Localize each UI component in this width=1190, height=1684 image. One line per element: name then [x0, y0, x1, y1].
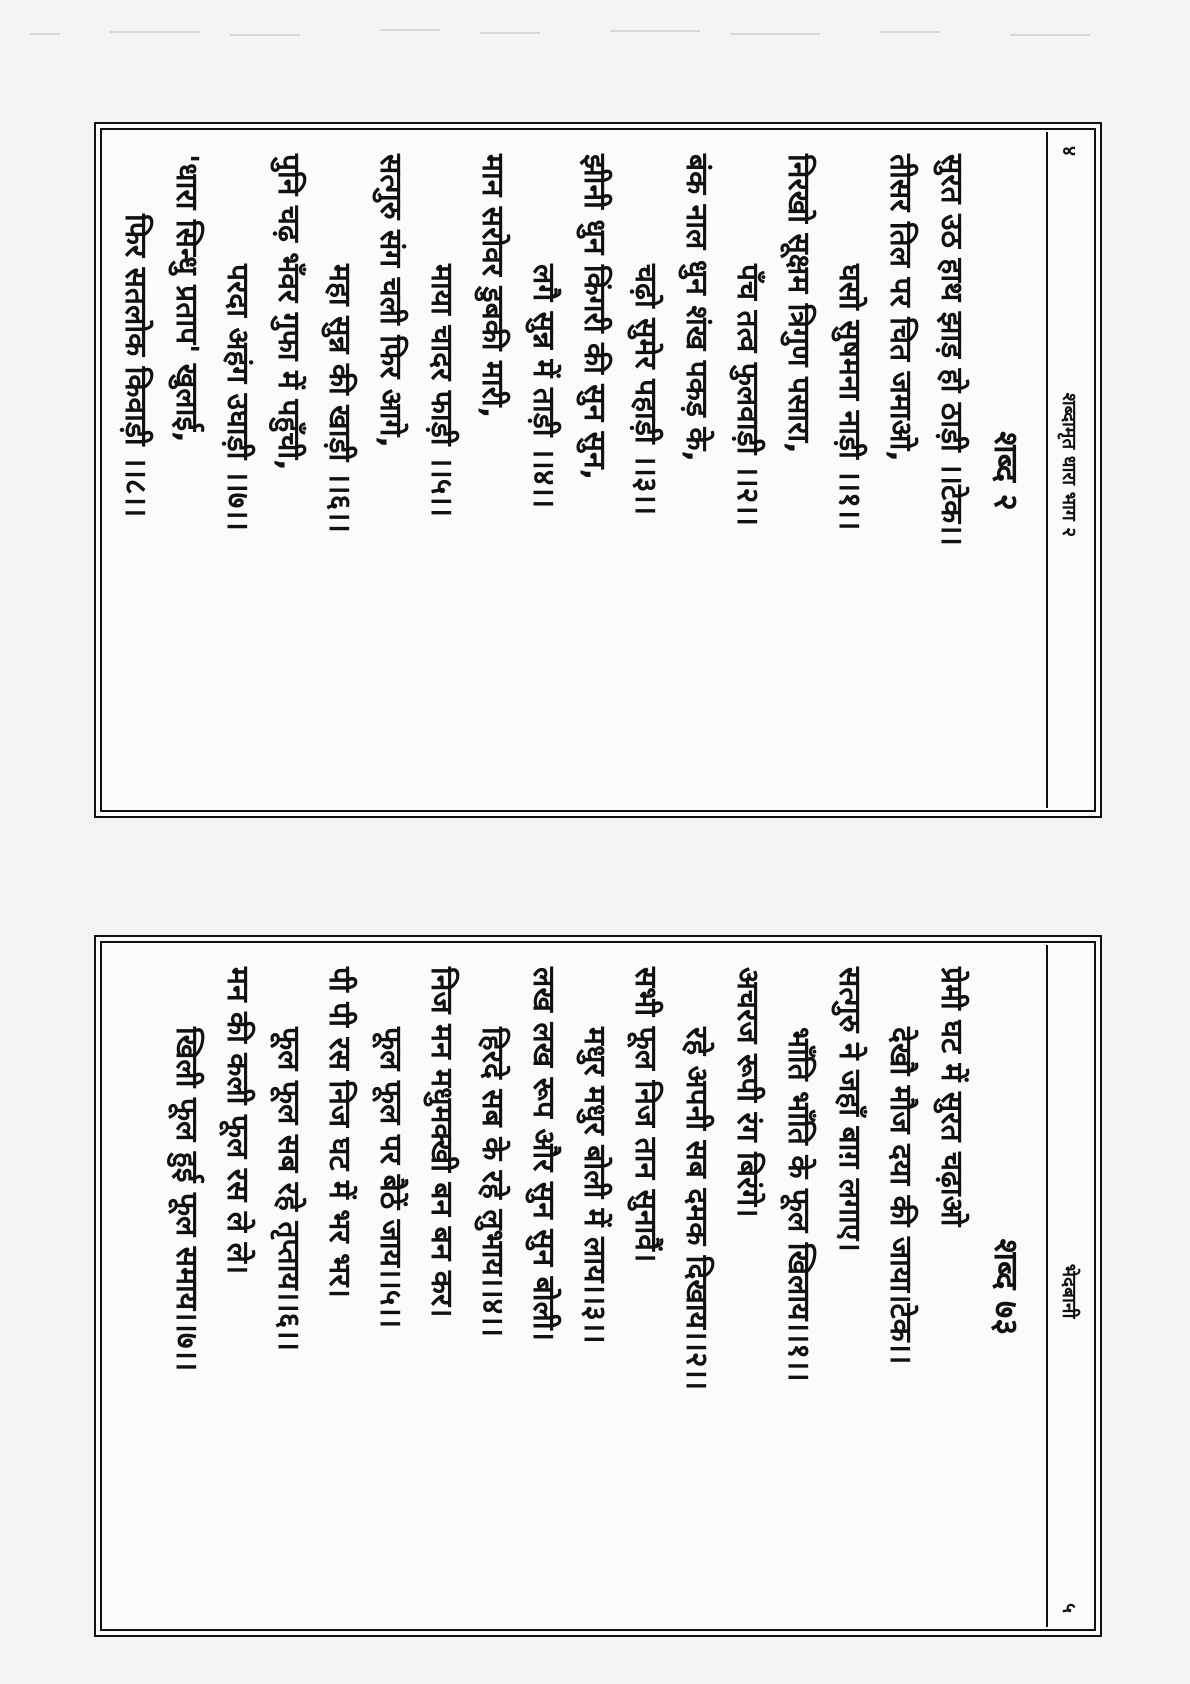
- verse-line: रहे अपनी सब दमक दिखाय।।२।।: [679, 1027, 714, 1391]
- verse-line: अचरज रूपी रंग बिरंगे।: [730, 967, 765, 1218]
- verse-line: निज मन मधुमक्खी बन बन कर।: [424, 967, 459, 1318]
- page-5-content: [104, 945, 1092, 1627]
- verse-line: फूल फूल पर बैठें जाय।।५।।: [373, 1027, 408, 1329]
- verse-line: फिर सतलोक किवाड़ी ।।८।।: [118, 214, 153, 518]
- verse-line: सभी फूल निज तान सुनावैं।: [628, 967, 663, 1263]
- section-title: शब्द २: [987, 431, 1026, 511]
- scan-noise: [0, 0, 1190, 60]
- verse-line: 'धारा सिन्धु प्रताप' खुलाई,: [169, 154, 204, 443]
- verse-line: लख लख रूप और सुन सुन बोली।: [526, 967, 561, 1341]
- verse-line: भाँति भाँति के फूल खिलाय।।१।।: [781, 1027, 816, 1382]
- verse-line: पँच तत्व फुलवाड़ी ।।२।।: [730, 264, 765, 526]
- verse-line: पी पी रस निज घट में भर भर।: [322, 967, 357, 1298]
- running-title: शब्दामृत धारा भाग २: [1058, 392, 1080, 538]
- verse-line: पुनि चढ़ भँवर गुफा में पहुँची,: [271, 154, 306, 471]
- verse-line: चढ़ो सुमेर पहाड़ी ।।३।।: [628, 264, 663, 516]
- poem-body: [110, 132, 1046, 808]
- page-header: [1046, 132, 1092, 808]
- verse-line: सत्गुरु संग चली फिर आगे,: [373, 154, 408, 448]
- verse-line: हिरदे सब के रहे लुभाय।।४।।: [475, 1027, 510, 1338]
- verse-line: माया चादर फाड़ी ।।५।।: [424, 264, 459, 518]
- poem-body: [161, 945, 1046, 1627]
- running-title: भेदबानी: [1058, 1263, 1080, 1319]
- verse-line: परदा अहंग उघाड़ी ।।७।।: [220, 264, 255, 531]
- page-header: [1046, 945, 1092, 1627]
- verse-line: बंक नाल धुन शंख पकड़ के,: [679, 154, 714, 462]
- verse-line: देखौ मौज दया की जाया।टेक।।: [883, 1027, 918, 1365]
- verse-line: सत्गुरु ने जहाँ बाग़ लगाए।: [832, 967, 867, 1252]
- page-number: ५: [1058, 1603, 1080, 1613]
- verse-line: तीसर तिल पर चित जमाओ,: [883, 154, 918, 462]
- verse-line: लगै सुन्न में ताड़ी ।।४।।: [526, 264, 561, 509]
- verse-line: निरखो सूक्षम त्रिगुण पसारा,: [781, 154, 816, 454]
- verse-line: फूल फूल सब रहे तृप्ताय।।६।।: [271, 1027, 306, 1352]
- verse-line: मधुर मधुर बोली में लाय।।३।।: [577, 1027, 612, 1344]
- page-4-content: [104, 132, 1092, 808]
- verse-line: मान सरोवर डुबकी मारी,: [475, 154, 510, 419]
- verse-line: सुरत उठ हाथ झाड़ हो ठाड़ी ।।टेक।।: [934, 154, 969, 546]
- section-title: शब्द ७३: [987, 1238, 1026, 1336]
- verse-line: झीनी धुन किंगरी की सुन सुन,: [577, 154, 612, 480]
- page-number: ४: [1058, 146, 1080, 156]
- verse-line: घसो सुषमना नाड़ी ।।१।।: [832, 264, 867, 531]
- verse-line: खिली फूल हुई फूल समाय।।७।।: [169, 1027, 204, 1372]
- verse-line: प्रेमी घट में सुरत चढ़ाओ: [934, 967, 969, 1227]
- page-5: [100, 941, 1096, 1631]
- page-4: [100, 128, 1096, 812]
- verse-line: महा सुन्न की खाड़ी ।।६।।: [322, 264, 357, 533]
- verse-line: मन की कली फूल रस ले ले।: [220, 967, 255, 1275]
